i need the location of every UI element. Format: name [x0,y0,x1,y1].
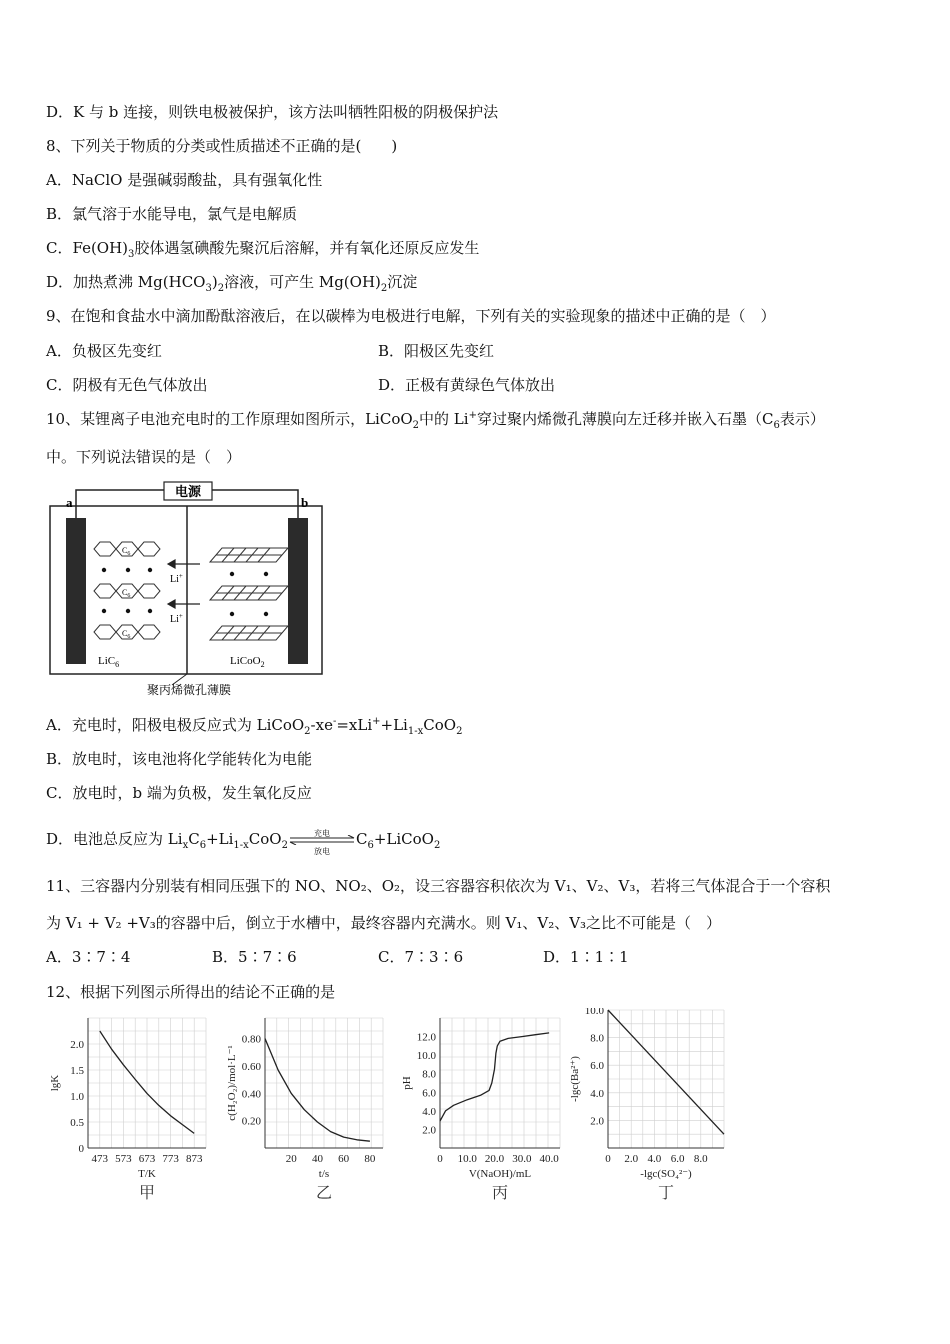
x-tick-label: 873 [185,1153,203,1165]
x-tick-label: 40.0 [539,1153,559,1165]
battery-diagram [44,480,334,702]
y-tick-label: 1.0 [70,1091,84,1103]
right-material-label: LiCoO$_2$ [230,655,265,669]
q7-option-d: D．K 与 b 连接，则铁电极被保护，该方法叫牺牲阳极的阴极保护法 [46,103,499,121]
chart-caption: 甲 [138,1185,156,1202]
y-tick-label: 10.0 [416,1050,436,1063]
chart-caption: 丁 [657,1185,675,1202]
y-tick-label: 0.5 [70,1117,84,1129]
q9-option-a: A．负极区先变红 [46,342,162,360]
q8-option-d: D．加热煮沸 $Mg(HCO_3)_2$溶液，可产生 $Mg(OH)_2$沉淀 [46,273,418,294]
y-tick-label: 2.0 [590,1115,604,1128]
y-axis-label: pH [401,1076,413,1090]
y-tick-label: 8.0 [422,1068,436,1081]
x-axis-label: -lgc(SO₄²⁻) [640,1168,692,1180]
q8-stem: 8、下列关于物质的分类或性质描述不正确的是( ) [46,137,398,155]
q12-charts [40,1008,740,1218]
y-tick-label: 6.0 [422,1087,436,1100]
y-tick-label: 10.0 [584,1008,604,1017]
q10-option-d: D．电池总反应为 $Li_xC_6+Li_{1-x}CoO_2$ 充电 放电 $C_6+LiCoO_2$ [46,829,441,856]
y-tick-label: 0.60 [241,1060,261,1073]
li-ion-label-1: Li+ [170,572,183,585]
q10-option-b: B．放电时，该电池将化学能转化为电能 [46,750,313,768]
y-tick-label: 4.0 [590,1087,604,1100]
q9-option-d: D．正极有黄绿色气体放出 [378,376,556,394]
y-tick-label: 0 [78,1143,84,1155]
series-line [440,1033,549,1121]
q10-stem-line2: 中。下列说法错误的是（ ） [46,448,242,466]
q10-stem-line1: 10、某锂离子电池充电时的工作原理如图所示，LiCoO$_2$中的 Li+穿过聚内烯微孔薄膜向左迁移并嵌入石墨（$C_6$表示） [46,410,825,431]
x-tick-label: 0 [437,1153,443,1165]
y-tick-label: 8.0 [590,1032,604,1045]
electrode-b-label: b [301,495,309,510]
power-label: 电源 [174,484,202,499]
q11-option-d: D．1∶1∶1 [543,948,629,966]
chart-3 [401,1018,560,1202]
q8-option-a: A．NaClO 是强碱弱酸盐，具有强氧化性 [46,171,323,189]
q9-stem: 9、在饱和食盐水中滴加酚酞溶液后，在以碳棒为电极进行电解，下列有关的实验现象的描述中正确的是（ ） [46,307,776,325]
electrode-b [288,518,308,664]
x-axis-label: V(NaOH)/mL [468,1168,532,1180]
series-line [265,1039,370,1142]
li-ion-label-2: Li+ [170,612,183,625]
y-tick-label: 4.0 [422,1105,436,1118]
electrode-a-label: a [66,495,73,510]
q11-option-b: B．5∶7∶6 [212,948,297,966]
ring-label-2: $C_6$ [122,588,131,599]
q9-option-c: C．阴极有无色气体放出 [46,376,208,394]
x-tick-label: 20 [285,1153,297,1165]
x-tick-label: 4.0 [647,1153,662,1165]
electrode-a [66,518,86,664]
x-tick-label: 80 [364,1153,376,1165]
x-tick-label: 673 [138,1153,156,1165]
q9-option-b: B．阳极区先变红 [378,342,495,360]
chart-2 [226,1018,383,1202]
x-tick-label: 30.0 [512,1153,532,1165]
membrane-label: 聚丙烯微孔薄膜 [146,683,232,697]
x-axis-label: t/s [318,1168,330,1180]
y-tick-label: 0.40 [241,1088,261,1101]
left-material-label: LiC$_6$ [98,655,120,669]
y-tick-label: 0.80 [241,1033,261,1046]
y-axis-label: lgK [49,1074,61,1092]
y-tick-label: 12.0 [416,1031,436,1044]
chart-4 [569,1008,724,1202]
y-tick-label: 2.0 [70,1039,84,1051]
q10-option-c: C．放电时，b 端为负极，发生氧化反应 [46,784,312,802]
x-tick-label: 20.0 [484,1153,505,1165]
q11-stem-line2: 为 V₁ + V₂ +V₃的容器中后，倒立于水槽中，最终容器内充满水。则 V₁、V₂、V₃之比不可能是（ ） [46,914,722,932]
x-tick-label: 773 [162,1153,179,1165]
container [50,506,322,674]
chart-caption: 丙 [491,1185,509,1202]
q11-stem-line1: 11、三容器内分别装有相同压强下的 NO、NO₂、O₂，设三容器容积依次为 V₁、V₂、V₃，若将三气体混合于一个容积 [46,877,831,895]
q8-option-c: C．$Fe(OH)_3$胶体遇氢碘酸先聚沉后溶解，并有氧化还原反应发生 [46,239,480,260]
q10-option-a: A．充电时，阳极电极反应式为 $LiCoO_2-xe^-=xLi^++Li_{1-x}CoO_2$ [46,716,463,737]
y-axis-label: -lgc(Ba²⁺) [569,1056,581,1102]
y-tick-label: 6.0 [590,1060,604,1073]
q12-stem: 12、根据下列图示所得出的结论不正确的是 [46,983,336,1001]
ring-label-3: $C_6$ [122,629,131,640]
q8-option-b: B．氯气溶于水能导电，氯气是电解质 [46,205,298,223]
x-tick-label: 10.0 [457,1153,477,1165]
x-tick-label: 40 [311,1153,323,1165]
q11-option-a: A．3∶7∶4 [46,948,131,966]
x-axis-label: T/K [138,1168,156,1180]
reversible-arrow: 充电 放电 [288,830,356,850]
x-tick-label: 60 [338,1153,350,1165]
ring-label-1: $C_6$ [122,546,131,557]
chart-1 [49,1018,206,1202]
x-tick-label: 6.0 [670,1153,685,1165]
y-tick-label: 2.0 [422,1124,436,1137]
q11-option-c: C．7∶3∶6 [378,948,464,966]
y-axis-label: c(H₂O₂)/mol·L⁻¹ [226,1045,238,1121]
x-tick-label: 573 [115,1153,132,1165]
chart-caption: 乙 [315,1185,333,1202]
y-tick-label: 1.5 [70,1065,84,1077]
y-tick-label: 0.20 [241,1115,261,1128]
x-tick-label: 2.0 [624,1153,639,1165]
x-tick-label: 473 [91,1153,109,1165]
x-tick-label: 0 [605,1153,611,1165]
x-tick-label: 8.0 [693,1153,708,1165]
